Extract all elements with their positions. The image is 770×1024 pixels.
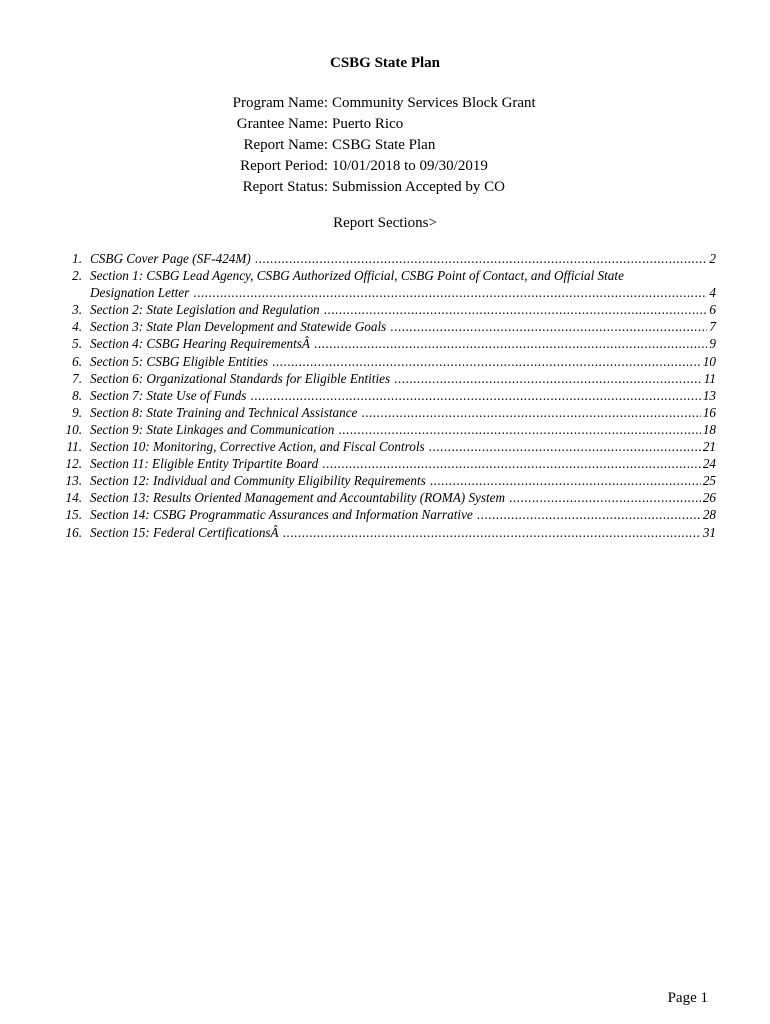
toc-item-number: 13. (65, 473, 82, 489)
toc-item[interactable] (0, 438, 770, 455)
toc-item[interactable] (0, 301, 770, 318)
toc-item[interactable] (0, 335, 770, 352)
toc-item-page: 26 (702, 490, 716, 506)
toc-dot-leader (193, 284, 707, 301)
toc-item[interactable] (0, 524, 770, 541)
toc-item-title: Section 6: Organizational Standards for Eligible Entities (90, 370, 391, 386)
toc-dot-leader (509, 489, 701, 506)
toc-item-title: Section 15: Federal CertificationsÂ (90, 524, 279, 540)
toc-item-number: 6. (72, 353, 82, 369)
toc-item[interactable] (0, 472, 770, 489)
toc-item-title: Section 11: Eligible Entity Tripartite Board (90, 456, 319, 472)
page-title: CSBG State Plan (329, 55, 440, 71)
toc-item[interactable] (0, 387, 770, 404)
toc-item-title: Designation Letter (90, 285, 190, 301)
report-period-row (0, 156, 770, 177)
toc-item-title: Section 5: CSBG Eligible Entities (90, 353, 268, 369)
toc-item[interactable] (0, 455, 770, 472)
toc-item-title: Section 10: Monitoring, Corrective Action, and Fiscal Controls (90, 439, 425, 455)
toc-item-number: 14. (65, 490, 82, 506)
toc-dot-leader (477, 506, 701, 523)
toc-dot-leader (338, 421, 701, 438)
toc-item-title: Section 12: Individual and Community Eligibility Requirements (90, 473, 426, 489)
toc-item[interactable] (0, 489, 770, 506)
report-name-row (0, 135, 770, 156)
toc-item-number: 11. (66, 439, 82, 455)
toc-item-title: Section 13: Results Oriented Management and Accountability (ROMA) System (90, 490, 506, 506)
toc-dot-leader (272, 353, 701, 370)
toc-dot-leader (390, 318, 707, 335)
program-name-value: Community Services Block Grant (332, 95, 536, 111)
toc-item-title: Section 7: State Use of Funds (90, 387, 247, 403)
grantee-name-label: Grantee Name: (236, 116, 328, 132)
toc-item-number: 15. (65, 507, 82, 523)
table-of-contents (0, 250, 770, 541)
toc-item-number: 2. (72, 268, 82, 284)
toc-item-page: 10 (702, 353, 716, 369)
toc-item[interactable] (0, 318, 770, 335)
toc-item-title: Section 9: State Linkages and Communication (90, 421, 335, 437)
report-status-label: Report Status: (242, 179, 328, 195)
report-status-value: Submission Accepted by CO (332, 179, 505, 195)
toc-item-page: 4 (709, 285, 716, 301)
toc-item-number: 16. (65, 524, 82, 540)
report-name-label: Report Name: (243, 137, 328, 153)
report-period-value: 10/01/2018 to 09/30/2019 (332, 158, 488, 174)
toc-item-page: 13 (702, 387, 716, 403)
toc-item-page: 21 (702, 439, 716, 455)
toc-dot-leader (394, 370, 702, 387)
toc-item-number: 8. (72, 387, 82, 403)
toc-item-page: 25 (702, 473, 716, 489)
report-period-label: Report Period: (240, 158, 328, 174)
toc-item-page: 2 (709, 251, 716, 266)
toc-item-title: Section 14: CSBG Programmatic Assurances and Information Narrative (90, 507, 473, 523)
toc-dot-leader (430, 472, 701, 489)
toc-item-title: Section 2: State Legislation and Regulation (90, 302, 320, 318)
report-sections-heading: Report Sections> (333, 215, 437, 231)
toc-item[interactable] (0, 404, 770, 421)
toc-item[interactable] (0, 370, 770, 387)
toc-dot-leader (250, 387, 700, 404)
toc-item-page: 7 (709, 319, 716, 335)
toc-item-page: 11 (703, 370, 716, 386)
toc-item-title: Section 8: State Training and Technical Assistance (90, 404, 358, 420)
toc-dot-leader (361, 404, 700, 421)
program-name-row (0, 93, 770, 114)
toc-item-number: 3. (72, 302, 82, 318)
toc-item-number: 10. (65, 421, 82, 437)
toc-item[interactable] (0, 421, 770, 438)
toc-item-page: 31 (702, 524, 716, 540)
toc-item[interactable] (0, 250, 770, 267)
toc-item-number: 9. (72, 404, 82, 420)
toc-item-page: 18 (702, 421, 716, 437)
toc-item-page: 16 (702, 404, 716, 420)
toc-item[interactable] (0, 506, 770, 523)
report-status-row (0, 177, 770, 198)
toc-item-number: 7. (72, 370, 82, 386)
toc-item-number: 1. (72, 251, 82, 266)
toc-item-title: CSBG Cover Page (SF-424M) (90, 251, 251, 266)
toc-item[interactable] (0, 267, 770, 301)
report-name-value: CSBG State Plan (332, 137, 436, 153)
toc-item-number: 4. (72, 319, 82, 335)
grantee-name-value: Puerto Rico (332, 116, 404, 132)
report-metadata (0, 93, 770, 198)
grantee-name-row (0, 114, 770, 135)
page-number: Page 1 (667, 990, 708, 1006)
toc-item-page: 28 (702, 507, 716, 523)
toc-item-number: 12. (65, 456, 82, 472)
toc-item-number: 5. (72, 336, 82, 352)
toc-item-title-line1: Section 1: CSBG Lead Agency, CSBG Authorized Official, CSBG Point of Contact, and Official State (90, 268, 624, 284)
toc-item-page: 24 (702, 456, 716, 472)
toc-item-title: Section 4: CSBG Hearing RequirementsÂ (90, 336, 310, 352)
toc-dot-leader (283, 524, 701, 541)
toc-dot-leader (324, 301, 708, 318)
toc-dot-leader (322, 455, 701, 472)
toc-dot-leader (314, 335, 707, 352)
toc-dot-leader (429, 438, 701, 455)
toc-item-title: Section 3: State Plan Development and Statewide Goals (90, 319, 387, 335)
toc-item-page: 9 (709, 336, 716, 352)
toc-item-page: 6 (709, 302, 716, 318)
program-name-label: Program Name: (232, 95, 328, 111)
toc-dot-leader (255, 250, 708, 267)
toc-item[interactable] (0, 353, 770, 370)
